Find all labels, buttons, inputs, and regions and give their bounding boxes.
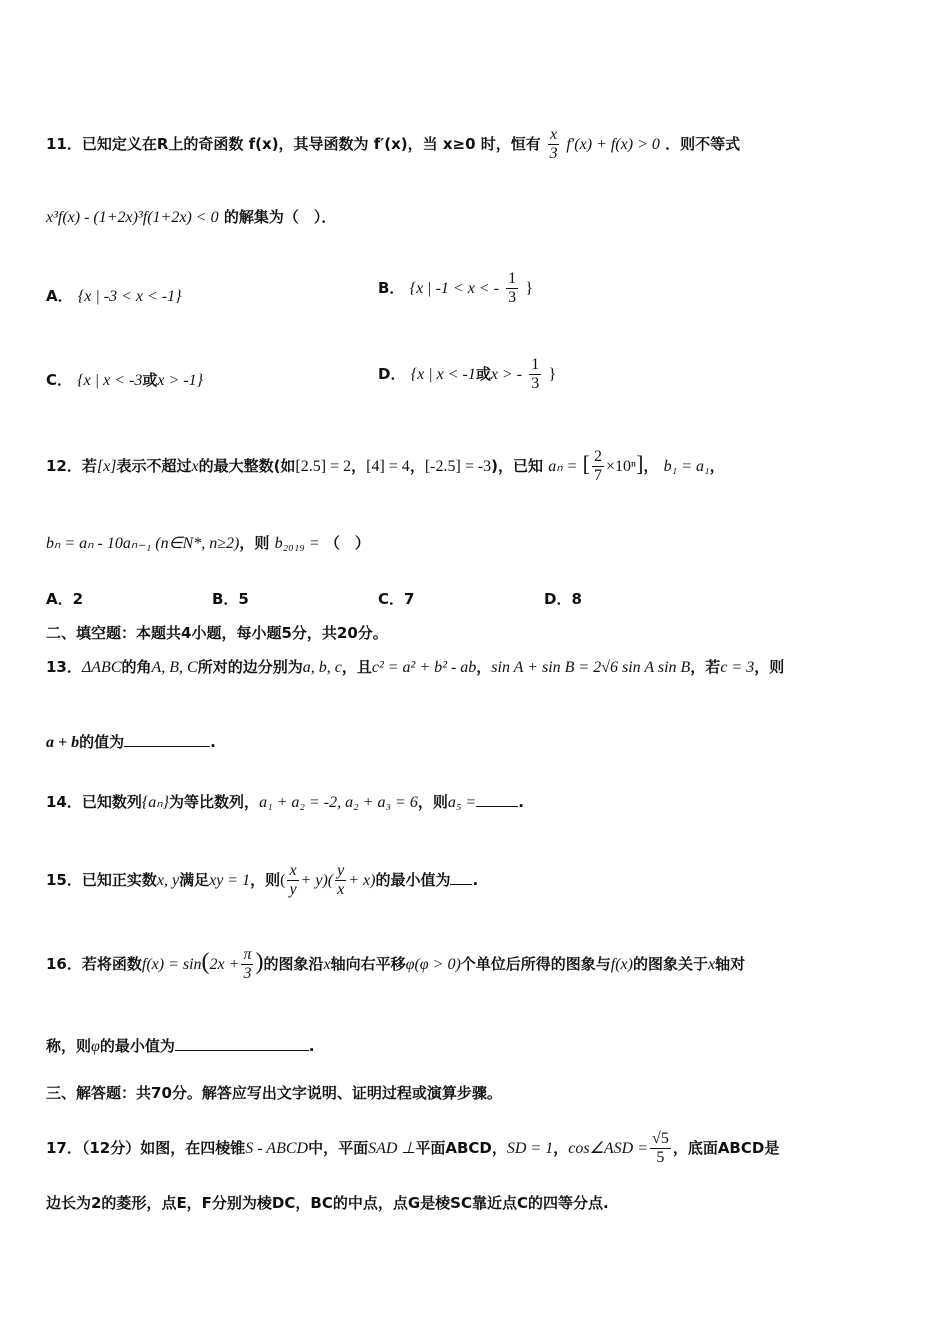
- sep: ，: [409, 457, 425, 475]
- frac-den: 5: [656, 1149, 665, 1166]
- q16-text-h: 的最小值为: [99, 1037, 175, 1055]
- q11-ask: 的解集为（ ）．: [223, 208, 337, 226]
- option-value: {x | -1 < x < -: [409, 280, 499, 297]
- q16-frac: [241, 946, 253, 983]
- q12-option-b[interactable]: [212, 588, 249, 609]
- section-fill-in-heading: 二、填空题：本题共4小题，每小题5分，共20分。: [46, 624, 388, 642]
- q14-text-c: ，则: [417, 793, 448, 811]
- q13-triangle: ΔABC: [81, 659, 122, 676]
- q12-floor: [x]: [96, 458, 117, 475]
- period: .: [308, 1037, 315, 1055]
- q11-option-b[interactable]: [378, 270, 533, 307]
- q11-frac-num: x: [550, 126, 558, 143]
- period: .: [210, 733, 216, 751]
- q13-text-g: ，则: [754, 658, 785, 676]
- option-label: A．: [46, 287, 73, 305]
- q17-cos: cos∠ASD =: [568, 1140, 649, 1157]
- q15-text-c: ，则: [250, 871, 281, 889]
- section-solution-heading: 三、解答题：共70分。解答应写出文字说明、证明过程或演算步骤。: [46, 1084, 502, 1102]
- q12-var: x: [191, 458, 199, 475]
- q13-text-c: 所对的边分别为: [197, 658, 303, 676]
- q17-text-b: 中，平面: [308, 1139, 369, 1157]
- q12-option-d[interactable]: [544, 588, 582, 609]
- q11-line1: [46, 126, 740, 163]
- frac-num: √5: [652, 1130, 669, 1147]
- sep: ，: [476, 658, 492, 676]
- q12-example-3: [-2.5] = -3: [424, 458, 492, 475]
- q12-bn-def: bₙ = aₙ - 10aₙ₋₁ (n∈N*, n≥2): [46, 535, 240, 552]
- option-label: D．: [378, 365, 406, 383]
- q16-line2: [46, 1034, 315, 1058]
- q12-b2019: b₂₀₁₉ =: [274, 535, 320, 552]
- option-value-a: {x | x < -3: [77, 372, 143, 389]
- q11-inequality: x³f(x) - (1+2x)³f(1+2x) < 0: [46, 209, 219, 226]
- q17-text-a: 17．（12分）如图，在四棱锥: [46, 1139, 246, 1157]
- q13-sides: a, b, c: [302, 659, 342, 676]
- q15-tail1: + y)(: [300, 872, 334, 889]
- frac-den: 7: [594, 467, 602, 484]
- sep: ，: [553, 1139, 569, 1157]
- option-fraction: [506, 270, 518, 307]
- q12-text-d: )，已知: [491, 457, 544, 475]
- q12-bracket-close: ]: [636, 451, 644, 476]
- q15-text-d: 的最小值为: [375, 871, 451, 889]
- q16-x1: x: [323, 956, 331, 973]
- q13-ask: 的值为: [79, 733, 125, 751]
- q16-phi2: φ: [91, 1038, 100, 1055]
- option-text: C．7: [378, 590, 415, 608]
- q13-eq2: sin A + sin B = 2√6 sin A sin B: [491, 659, 691, 676]
- q17-sd: SD = 1: [506, 1140, 554, 1157]
- q16-paren-close: ): [255, 949, 264, 975]
- q15-frac2: [335, 862, 346, 899]
- q11-option-c[interactable]: [46, 369, 203, 390]
- option-value: {x | -3 < x < -1}: [77, 288, 182, 305]
- q12-option-a[interactable]: [46, 588, 83, 609]
- frac-num: 1: [531, 356, 540, 373]
- q12-an-fraction: [592, 448, 604, 485]
- q12-b1: b₁ = a₁: [663, 458, 710, 475]
- q16-text-a: 16．若将函数: [46, 955, 142, 973]
- frac-num: π: [243, 946, 252, 963]
- q12-an-tail: ×10ⁿ: [606, 458, 637, 475]
- q14-seq: {aₙ}: [141, 794, 170, 811]
- q17-pyramid: S - ABCD: [245, 1140, 309, 1157]
- q13-ab: a + b: [46, 734, 80, 751]
- option-value-b: x > -1}: [157, 372, 204, 389]
- q12-line2: [46, 532, 370, 555]
- q15-tail2: + x): [348, 872, 376, 889]
- q13-angles: A, B, C: [151, 659, 198, 676]
- period: .: [518, 793, 524, 811]
- option-or: 或: [475, 365, 491, 383]
- q12-line1: [46, 448, 725, 485]
- option-text: B．5: [212, 590, 249, 608]
- q13-answer-blank[interactable]: [124, 730, 210, 747]
- frac-den: x: [337, 881, 345, 898]
- q13-line1: [46, 656, 784, 679]
- q16-answer-blank[interactable]: [175, 1034, 309, 1051]
- option-close: }: [548, 366, 557, 383]
- option-text: A．2: [46, 590, 84, 608]
- option-label: B．: [378, 279, 405, 297]
- frac-den: 3: [243, 965, 252, 982]
- q11-line1-end: ．则不等式: [665, 135, 741, 153]
- sep: ，: [351, 457, 367, 475]
- q13-eq1: c² = a² + b² - ab: [371, 659, 477, 676]
- q12-an-lhs: aₙ =: [548, 458, 578, 475]
- paren-open: (: [280, 872, 286, 889]
- q11-text: 11．已知定义在R上的奇函数 f(x)，其导函数为 f′(x)，当 x≥0 时，恒有: [46, 135, 541, 153]
- frac-num: 2: [594, 448, 602, 465]
- frac-den: 3: [508, 289, 517, 306]
- q14-text-a: 14．已知数列: [46, 793, 142, 811]
- q16-fx: f(x): [610, 956, 633, 973]
- q16-arg: 2x +: [209, 956, 240, 973]
- q12-text-b: 表示不超过: [116, 457, 192, 475]
- q13-text-d: ，且: [341, 658, 372, 676]
- q11-condition: f′(x) + f(x) > 0: [566, 136, 660, 153]
- q11-option-d[interactable]: [378, 356, 556, 393]
- q17-text-line2: 边长为2的菱形，点E，F分别为棱DC，BC的中点，点G是棱SC靠近点C的四等分点.: [46, 1194, 609, 1212]
- q16-f-lhs: f(x) = sin: [141, 956, 202, 973]
- q12-text-c: 的最大整数(如: [198, 457, 296, 475]
- q11-fraction: [548, 126, 559, 163]
- q16-x2: x: [708, 956, 716, 973]
- q15-line: [46, 862, 478, 899]
- q11-option-a[interactable]: [46, 285, 182, 306]
- q12-bracket-open: [: [582, 451, 590, 476]
- frac-den: 3: [531, 375, 540, 392]
- q14-text-b: 为等比数列，: [169, 793, 260, 811]
- frac-num: 1: [508, 270, 517, 287]
- q16-line1: [46, 946, 745, 983]
- option-label: C．: [46, 371, 73, 389]
- q15-frac1: [287, 862, 298, 899]
- q13-line2: [46, 730, 216, 754]
- frac-num: y: [337, 862, 345, 879]
- q17-frac: [650, 1130, 671, 1167]
- q15-text-b: 满足: [179, 871, 210, 889]
- q16-text-b: 的图象沿: [263, 955, 324, 973]
- option-close: }: [525, 280, 534, 297]
- q17-line2: [46, 1192, 609, 1214]
- q17-text-c: 平面ABCD，: [415, 1139, 507, 1157]
- option-or: 或: [142, 371, 158, 389]
- q13-text-f: ，若: [690, 658, 721, 676]
- q15-eq: xy = 1: [209, 872, 251, 889]
- q12-example-1: [2.5] = 2: [295, 458, 352, 475]
- q14-answer-blank[interactable]: [476, 790, 518, 807]
- q13-num: 13．: [46, 658, 82, 676]
- q14-eq: a₁ + a₂ = -2, a₂ + a₃ = 6: [259, 794, 418, 811]
- q12-option-c[interactable]: [378, 588, 414, 609]
- q16-phi: φ(φ > 0): [405, 956, 461, 973]
- q16-text-g: 称，则: [46, 1037, 92, 1055]
- q11-frac-den: 3: [549, 145, 558, 162]
- sep: ，: [643, 457, 659, 475]
- frac-num: x: [289, 862, 297, 879]
- option-value-b: x > -: [490, 366, 523, 383]
- q16-text-c: 轴向右平移: [330, 955, 406, 973]
- q16-text-f: 轴对: [715, 955, 746, 973]
- frac-den: y: [289, 881, 297, 898]
- q16-paren-open: (: [201, 949, 210, 975]
- q17-line1: [46, 1130, 779, 1167]
- option-value-a: {x | x < -1: [410, 366, 476, 383]
- q17-perp: SAD ⊥: [368, 1140, 416, 1157]
- q16-text-d: 个单位后所得的图象与: [460, 955, 611, 973]
- q12-text-a: 12．若: [46, 457, 97, 475]
- period: .: [472, 871, 479, 889]
- q12-paren: （ ）: [324, 534, 370, 552]
- q14-a5: a₅ =: [447, 794, 477, 811]
- q12-text-e: ，则: [239, 534, 270, 552]
- q13-text-b: 的角: [121, 658, 152, 676]
- q14-line: [46, 790, 524, 814]
- q12-example-2: [4] = 4: [366, 458, 410, 475]
- q15-text-a: 15．已知正实数: [46, 871, 157, 889]
- option-fraction: [529, 356, 541, 393]
- q16-text-e: 的图象关于: [632, 955, 708, 973]
- q13-eq3: c = 3: [720, 659, 755, 676]
- q15-vars: x, y: [156, 872, 180, 889]
- q15-answer-blank[interactable]: [450, 868, 472, 885]
- option-text: D．8: [544, 590, 582, 608]
- sep: ，: [709, 457, 725, 475]
- q11-line2: [46, 206, 336, 229]
- q17-text-e: ，底面ABCD是: [672, 1139, 780, 1157]
